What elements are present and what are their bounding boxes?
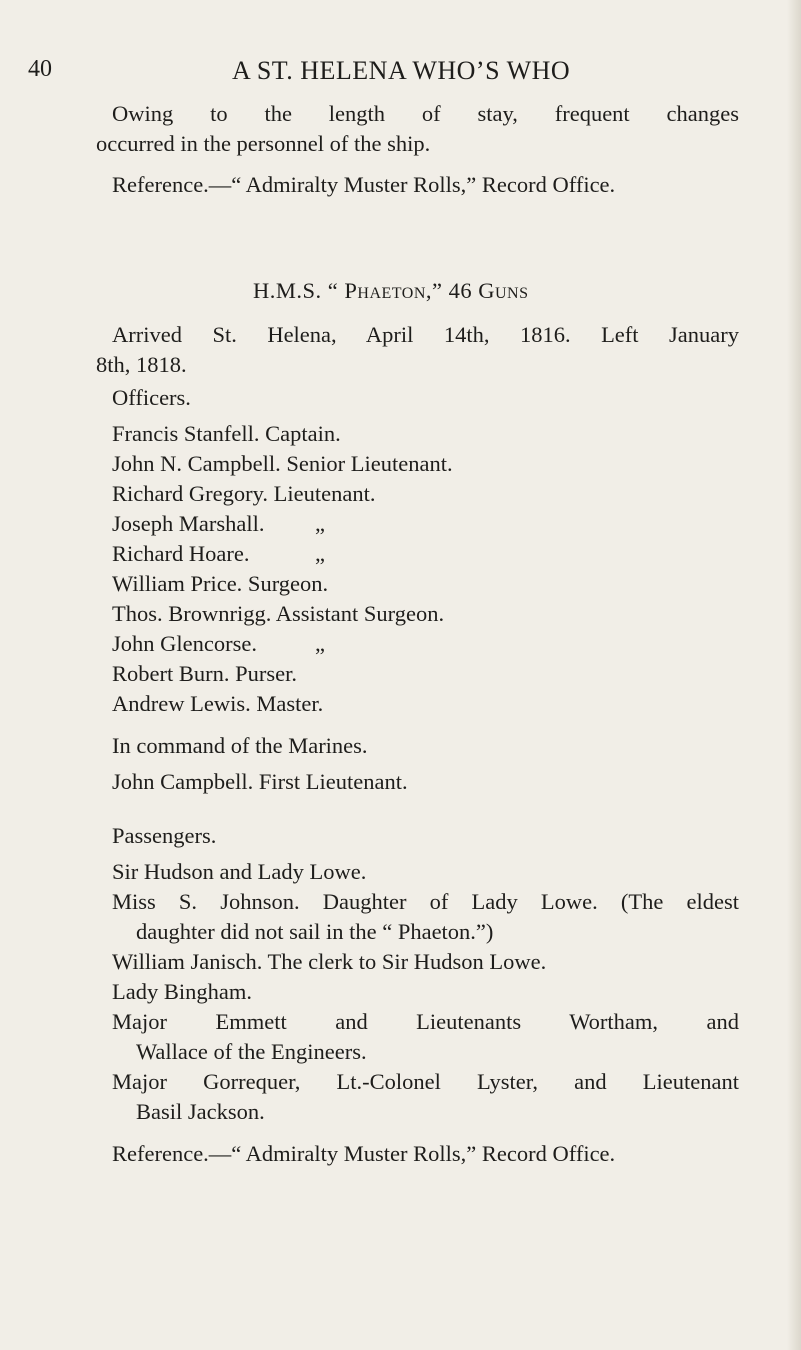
ship-heading (253, 278, 529, 304)
passenger-line: William Janisch. The clerk to Sir Hudson Lowe. (112, 949, 547, 974)
passenger-line: Wallace of the Engineers. (136, 1039, 367, 1064)
page-header (0, 56, 801, 90)
page-number: 40 (28, 56, 52, 82)
officer-item: Andrew Lewis. Master. (112, 691, 324, 716)
officer-item: William Price. Surgeon. (112, 571, 329, 596)
officer-item: Richard Gregory. Lieutenant. (112, 481, 376, 506)
marines-heading: In command of the Marines. (112, 733, 368, 758)
intro-line-1: Owing to the length of stay, frequent changes (112, 101, 739, 126)
passenger-line: Miss S. Johnson. Daughter of Lady Lowe. (The eldest (112, 889, 739, 914)
officer-item (112, 539, 325, 569)
ditto-mark: „ (315, 631, 325, 656)
passenger-line: Lady Bingham. (112, 979, 252, 1004)
officer-name: Joseph Marshall. (112, 511, 265, 536)
officer-item (112, 509, 325, 539)
closing-reference: Reference.—“ Admiralty Muster Rolls,” Record Office. (112, 1141, 616, 1166)
arrival-line-2: 8th, 1818. (96, 352, 187, 377)
passenger-line: Major Emmett and Lieutenants Wortham, and (112, 1009, 739, 1034)
ship-heading-name: “ Phaeton,” 46 Guns (327, 278, 529, 303)
officer-name: John Glencorse. (112, 631, 257, 656)
officer-item (112, 629, 325, 659)
passenger-line: Sir Hudson and Lady Lowe. (112, 859, 367, 884)
officer-item: Thos. Brownrigg. Assistant Surgeon. (112, 601, 445, 626)
intro-line-2: occurred in the personnel of the ship. (96, 131, 431, 156)
arrival-line-1: Arrived St. Helena, April 14th, 1816. Left January (112, 322, 739, 347)
marines-item: John Campbell. First Lieutenant. (112, 769, 408, 794)
passenger-line: daughter did not sail in the “ Phaeton.”) (136, 919, 494, 944)
passenger-line: Basil Jackson. (136, 1099, 265, 1124)
running-title: A ST. HELENA WHO’S WHO (232, 56, 571, 85)
officers-heading: Officers. (112, 385, 191, 410)
passengers-heading: Passengers. (112, 823, 217, 848)
officer-name: Richard Hoare. (112, 541, 250, 566)
ditto-mark: „ (315, 541, 325, 566)
officer-item: Francis Stanfell. Captain. (112, 421, 341, 446)
page-edge-shadow (787, 0, 801, 1350)
officer-item: John N. Campbell. Senior Lieutenant. (112, 451, 453, 476)
passenger-line: Major Gorrequer, Lt.-Colonel Lyster, and Lieutenant (112, 1069, 739, 1094)
ship-heading-prefix: H.M.S. (253, 278, 322, 303)
officer-item: Robert Burn. Purser. (112, 661, 297, 686)
intro-reference: Reference.—“ Admiralty Muster Rolls,” Record Office. (112, 172, 616, 197)
ditto-mark: „ (315, 511, 325, 536)
